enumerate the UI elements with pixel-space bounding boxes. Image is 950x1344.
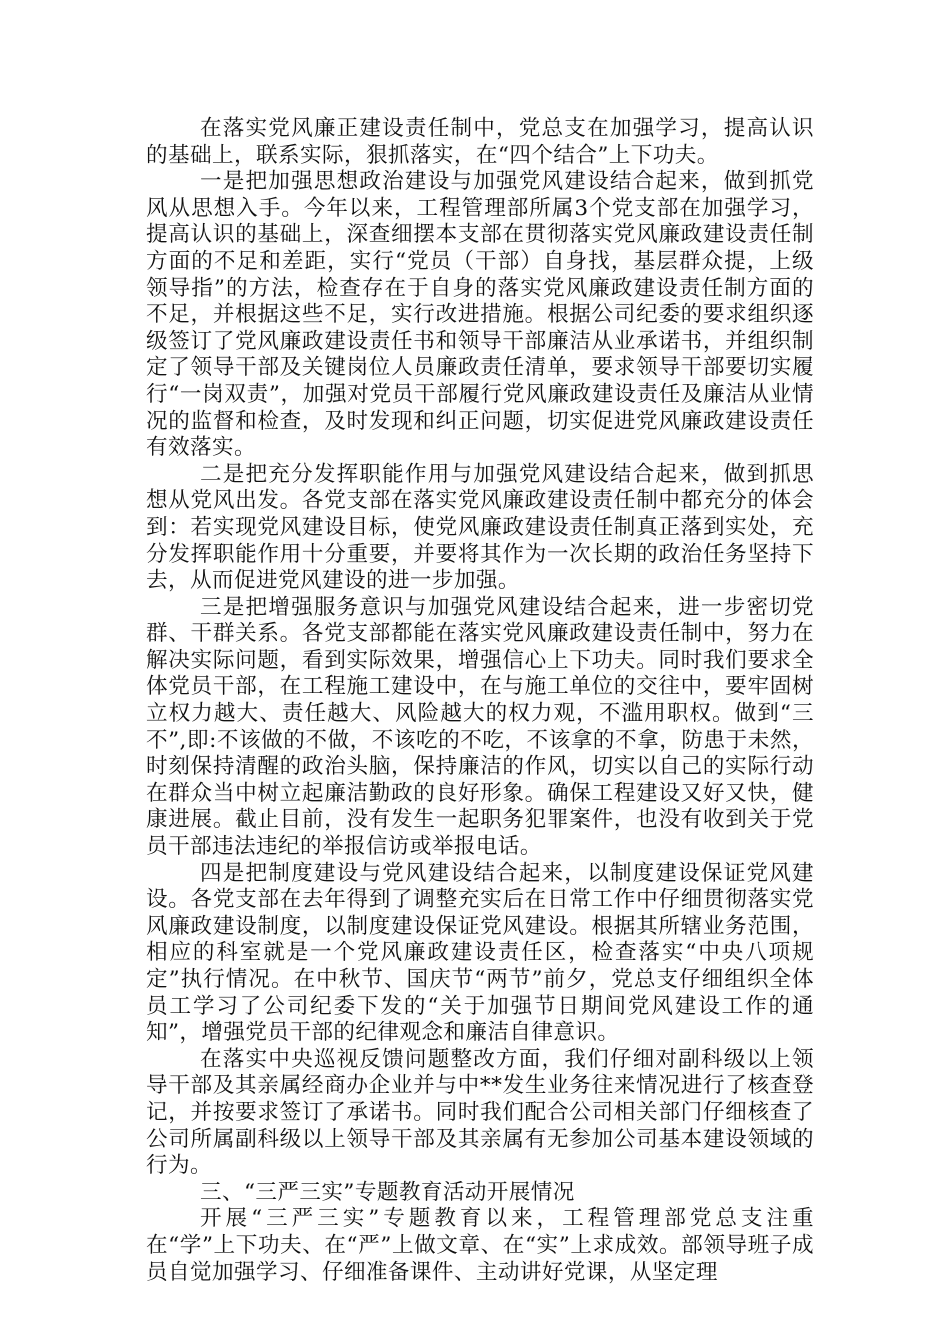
paragraph-education-activity: 开展“三严三实”专题教育以来，工程管理部党总支注重在“学”上下功夫、在“严”上做文章、在“实”上求成效。部领导班子成员自觉加强学习、仔细准备课件、主动讲好党课，从坚定理 <box>146 1206 814 1285</box>
paragraph-inspection-rectification: 在落实中央巡视反馈问题整改方面，我们仔细对副科级以上领导干部及其亲属经商办企业并与中**发生业务往来情况进行了核查登记，并按要求签订了承诺书。同时我们配合公司相关部门仔细核查了公司所属副科级以上领导干部及其亲属有无参加公司基本建设领域的行为。 <box>146 1046 814 1179</box>
paragraph-intro: 在落实党风廉正建设责任制中，党总支在加强学习，提高认识的基础上，联系实际，狠抓落实，在“四个结合”上下功夫。 <box>146 116 814 168</box>
paragraph-point-two: 二是把充分发挥职能作用与加强党风建设结合起来，做到抓思想从党风出发。各党支部在落实党风廉政建设责任制中都充分的体会到：若实现党风建设目标，使党风廉政建设责任制真正落到实处，充分发挥职能作用十分重要，并要将其作为一次长期的政治任务坚持下去，从而促进党风建设的进一步加强。 <box>146 461 814 594</box>
paragraph-point-one: 一是把加强思想政治建设与加强党风建设结合起来，做到抓党风从思想入手。今年以来，工程管理部所属3个党支部在加强学习，提高认识的基础上，深查细摆本支部在贯彻落实党风廉政建设责任制方面的不足和差距，实行“党员（干部）自身找，基层群众提，上级领导指”的方法，检查存在于自身的落实党风廉政建设责任制方面的不足，并根据这些不足，实行改进措施。根据公司纪委的要求组织逐级签订了党风廉政建设责任书和领导干部廉洁从业承诺书，并组织制定了领导干部及关键岗位人员廉政责任清单，要求领导干部要切实履行“一岗双责”，加强对党员干部履行党风廉政建设责任及廉洁从业情况的监督和检查，及时发现和纠正问题，切实促进党风廉政建设责任有效落实。 <box>146 169 814 461</box>
section-heading: 三、“三严三实”专题教育活动开展情况 <box>200 1179 575 1205</box>
document-page <box>146 116 814 1286</box>
paragraph-point-four: 四是把制度建设与党风建设结合起来，以制度建设保证党风建设。各党支部在去年得到了调整充实后在日常工作中仔细贯彻落实党风廉政建设制度，以制度建设保证党风建设。根据其所辖业务范围，相应的科室就是一个党风廉政建设责任区，检查落实“中央八项规定”执行情况。在中秋节、国庆节“两节”前夕，党总支仔细组织全体员工学习了公司纪委下发的“关于加强节日期间党风建设工作的通知”，增强党员干部的纪律观念和廉洁自律意识。 <box>146 860 814 1046</box>
paragraph-point-three: 三是把增强服务意识与加强党风建设结合起来，进一步密切党群、干群关系。各党支部都能在落实党风廉政建设责任制中，努力在解决实际问题，看到实际效果，增强信心上下功夫。同时我们要求全体党员干部，在工程施工建设中，在与施工单位的交往中，要牢固树立权力越大、责任越大、风险越大的权力观，不滥用职权。做到“三不”,即:不该做的不做，不该吃的不吃，不该拿的不拿，防患于未然，时刻保持清醒的政治头脑，保持廉洁的作风，切实以自己的实际行动在群众当中树立起廉洁勤政的良好形象。确保工程建设又好又快，健康进展。截止目前，没有发生一起职务犯罪案件，也没有收到关于党员干部违法违纪的举报信访或举报电话。 <box>146 594 814 860</box>
